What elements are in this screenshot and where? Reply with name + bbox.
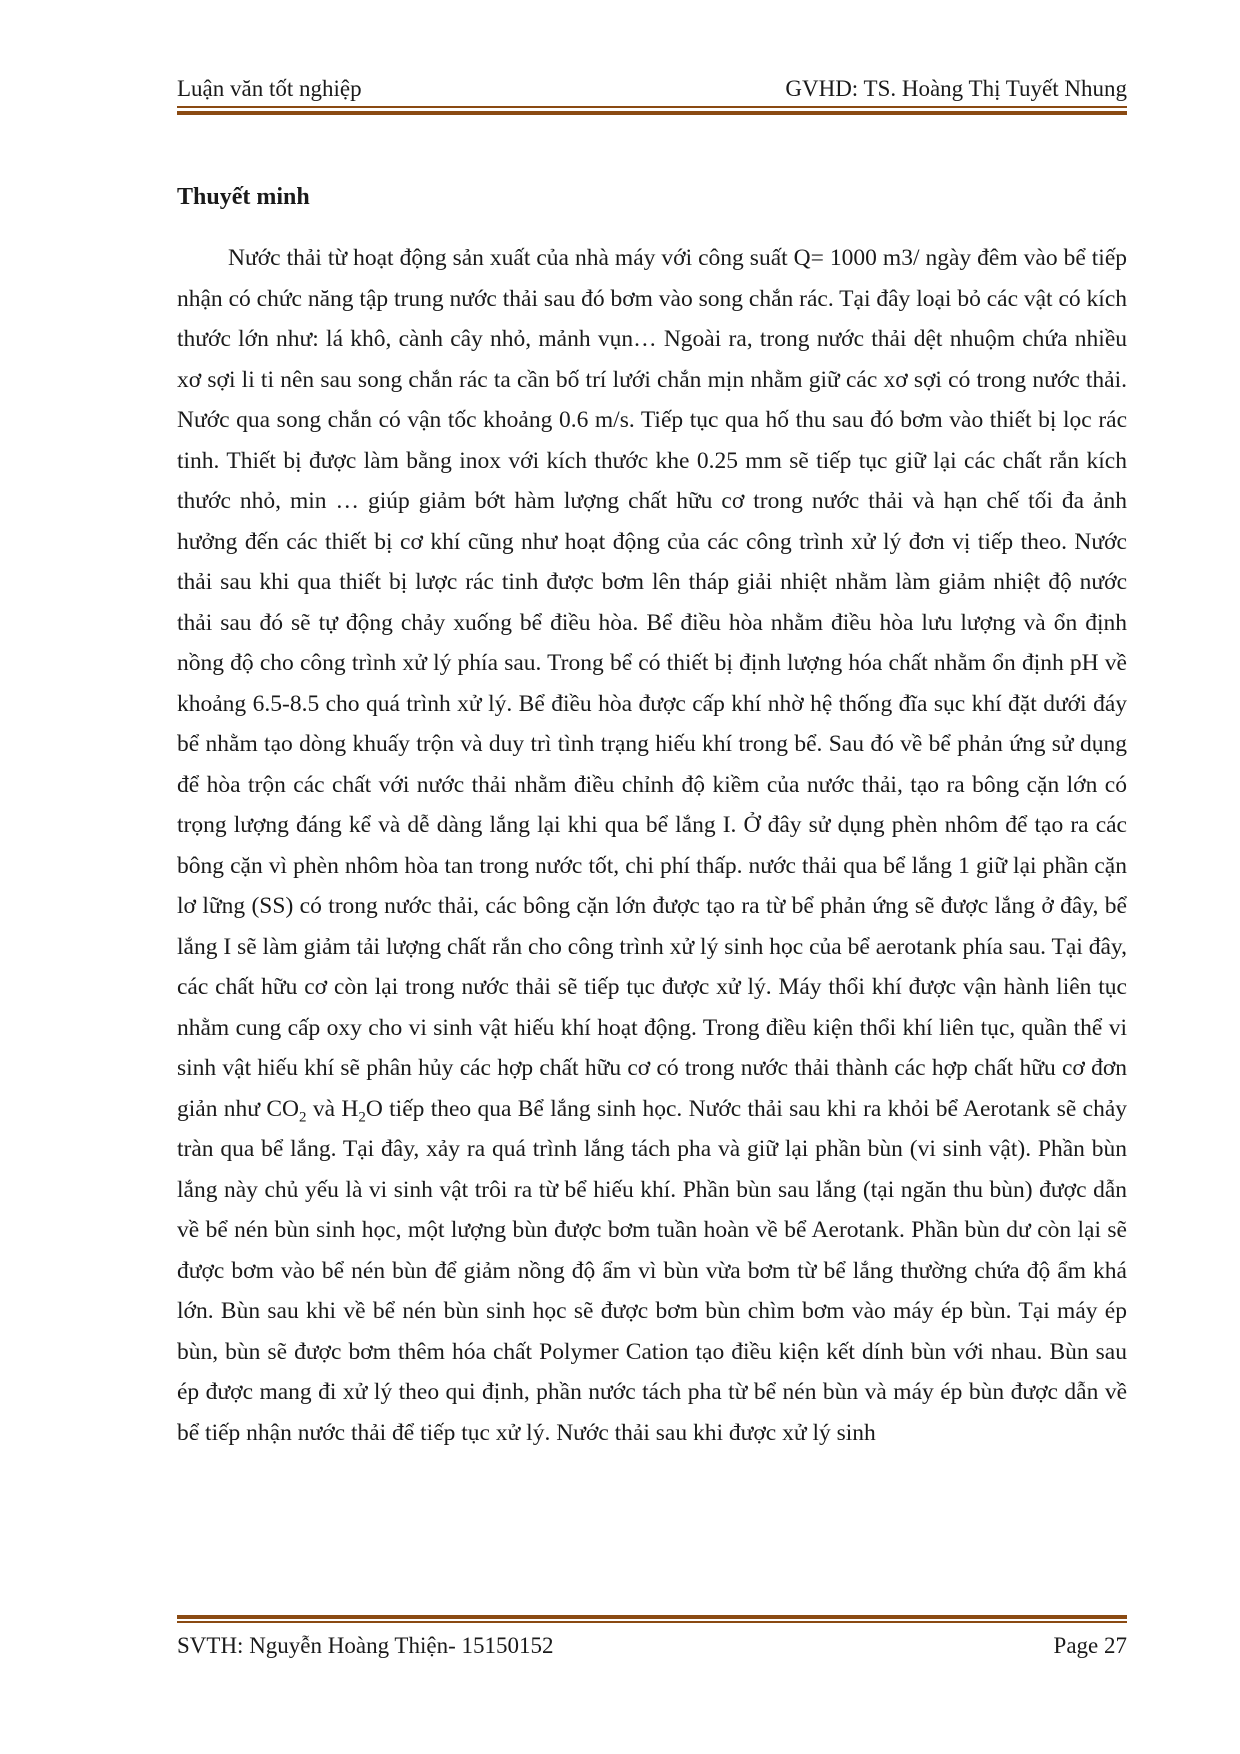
paragraph-text-part2: tiếp theo qua Bể lắng sinh học. Nước thải sau khi ra khỏi bể Aerotank sẽ chảy tràn qua bể lắng. Tại đây, xảy ra quá trình lắng tách pha và giữ lại phần bùn (vi sinh vật). Phần bùn lắng này chủ yếu là vi sinh vật trôi ra từ bể hiếu khí. Phần bùn sau lắng (tại ngăn thu bùn) được dẫn về bể nén bùn sinh học, một lượng bùn được bơm tuần hoàn về bể Aerotank. Phần bùn dư còn lại sẽ được bơm vào bể nén bùn để giảm nồng độ ẩm vì bùn vừa bơm từ bể lắng thường chứa độ ẩm khá lớn. Bùn sau khi về bể nén bùn sinh học sẽ được bơm bùn chìm bơm vào máy ép bùn. Tại máy ép bùn, bùn sẽ được bơm thêm hóa chất Polymer Cation tạo điều kiện kết dính bùn với nhau. Bùn sau ép được mang đi xử lý theo qui định, phần nước tách pha từ bể nén bùn và máy ép bùn được dẫn về bể tiếp nhận nước thải để tiếp tục xử lý. Nước thải sau khi được xử lý sinh <box>177 1095 1128 1446</box>
h2o-formula <box>341 1095 383 1126</box>
h-text: H <box>341 1095 359 1122</box>
header-thesis-title: Luận văn tốt nghiệp <box>177 76 362 101</box>
page-number: Page 27 <box>1053 1633 1127 1658</box>
header-divider <box>177 106 1127 108</box>
h-subscript: 2 <box>358 1109 366 1126</box>
header-advisor: GVHD: TS. Hoàng Thị Tuyết Nhung <box>785 76 1127 101</box>
co2-formula <box>266 1095 307 1126</box>
footer-divider-thick <box>177 1615 1127 1619</box>
page-header <box>177 76 1127 106</box>
footer-student: SVTH: Nguyễn Hoàng Thiện- 15150152 <box>177 1633 554 1658</box>
page-footer <box>177 1633 1127 1663</box>
footer-divider <box>177 1621 1127 1623</box>
header-divider-thick <box>177 111 1127 115</box>
o-text: O <box>365 1095 383 1122</box>
body-paragraph <box>177 238 1127 1453</box>
and-word: và <box>306 1095 342 1122</box>
paragraph-text-part1: Nước thải từ hoạt động sản xuất của nhà máy với công suất Q= 1000 m3/ ngày đêm vào bể tiếp nhận có chức năng tập trung nước thải sau đó bơm vào song chắn rác. Tại đây loại bỏ các vật có kích thước lớn như: lá khô, cành cây nhỏ, mảnh vụn… Ngoài ra, trong nước thải dệt nhuộm chứa nhiều xơ sợi li ti nên sau song chắn rác ta cần bố trí lưới chắn mịn nhằm giữ các xơ sợi có trong nước thải. Nước qua song chắn có vận tốc khoảng 0.6 m/s. Tiếp tục qua hố thu sau đó bơm vào thiết bị lọc rác tinh. Thiết bị được làm bằng inox với kích thước khe 0.25 mm sẽ tiếp tục giữ lại các chất rắn kích thước nhỏ, min … giúp giảm bớt hàm lượng chất hữu cơ trong nước thải và hạn chế tối đa ảnh hưởng đến các thiết bị cơ khí cũng như hoạt động của các công trình xử lý đơn vị tiếp theo. Nước thải sau khi qua thiết bị lược rác tinh được bơm lên tháp giải nhiệt nhằm làm giảm nhiệt độ nước thải sau đó sẽ tự động chảy xuống bể điều hòa. Bể điều hòa nhằm điều hòa lưu lượng và ổn định nồng độ cho công trình xử lý phía sau. Trong bể có thiết bị định lượng hóa chất nhằm ổn định pH về khoảng 6.5-8.5 cho quá trình xử lý. Bể điều hòa được cấp khí nhờ hệ thống đĩa sục khí đặt dưới đáy bể nhằm tạo dòng khuấy trộn và duy trì tình trạng hiếu khí trong bể. Sau đó về bể phản ứng sử dụng để hòa trộn các chất với nước thải nhằm điều chỉnh độ kiềm của nước thải, tạo ra bông cặn lớn có trọng lượng đáng kể và dễ dàng lắng lại khi qua bể lắng I. Ở đây sử dụng phèn nhôm để tạo ra các bông cặn vì phèn nhôm hòa tan trong nước tốt, chi phí thấp. nước thải qua bể lắng 1 giữ lại phần cặn lơ lững (SS) có trong nước thải, các bông cặn lớn được tạo ra từ bể phản ứng sẽ được lắng ở đây, bể lắng I sẽ làm giảm tải lượng chất rắn cho công trình xử lý sinh học của bể aerotank phía sau. Tại đây, các chất hữu cơ còn lại trong nước thải sẽ tiếp tục được xử lý. Máy thổi khí được vận hành liên tục nhằm cung cấp oxy cho vi sinh vật hiếu khí hoạt động. Trong điều kiện thổi khí liên tục, quần thể vi sinh vật hiếu khí sẽ phân hủy các hợp chất hữu cơ có trong nước thải thành các hợp chất hữu cơ đơn giản như <box>177 245 1127 1122</box>
co-subscript: 2 <box>299 1109 307 1126</box>
section-heading: Thuyết minh <box>177 184 310 210</box>
co-text: CO <box>266 1095 300 1122</box>
